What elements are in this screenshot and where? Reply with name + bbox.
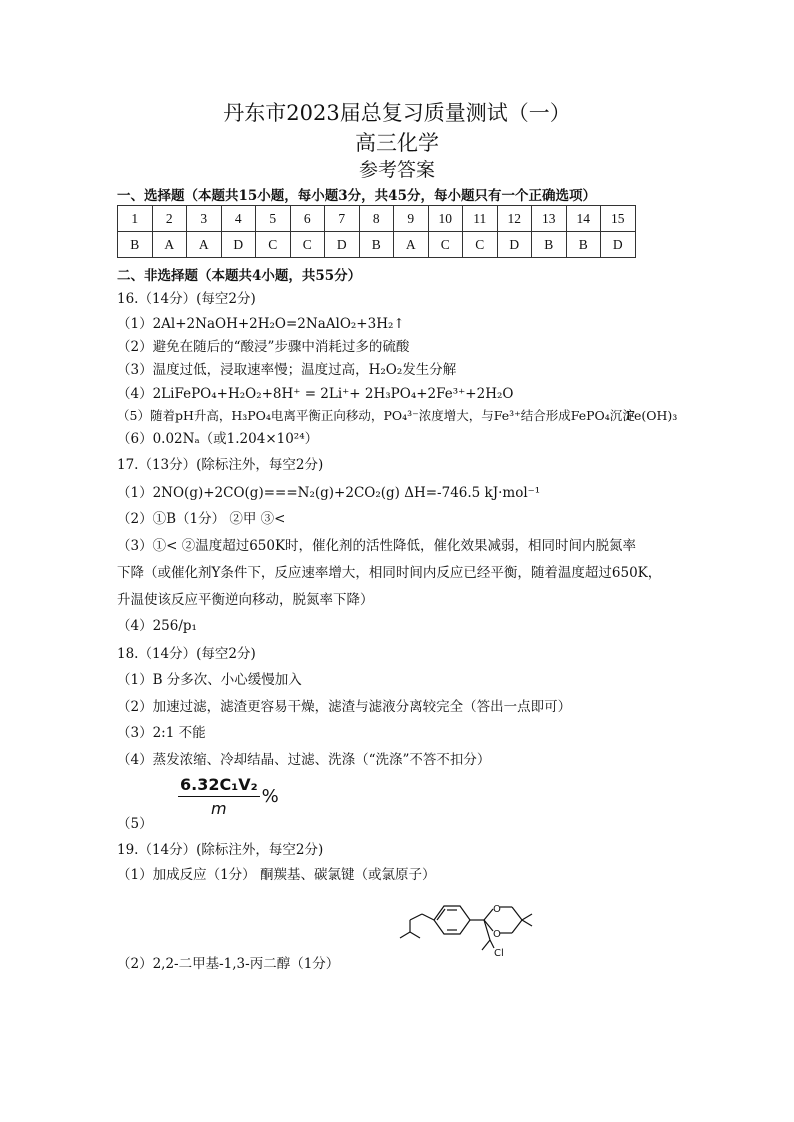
q16-answer-1: （1）2Al+2NaOH+2H₂O=2NaAlO₂+3H₂↑ [117, 316, 405, 332]
answer-cell: A [152, 232, 187, 258]
answer-cell: B [359, 232, 394, 258]
q18-answer-5: （5） [117, 816, 153, 832]
question-number-cell: 11 [463, 206, 498, 232]
answer-cell: B [118, 232, 153, 258]
question-number-row [118, 206, 636, 232]
answer-cell: D [497, 232, 532, 258]
answer-cell: D [221, 232, 256, 258]
question-number-cell: 1 [118, 206, 153, 232]
question-number-cell: 14 [566, 206, 601, 232]
q19-answer-1: （1）加成反应（1分） 酮羰基、碳氯键（或氯原子） [117, 867, 436, 883]
q18-header: 18.（14分）(每空2分) [117, 646, 256, 662]
oxygen-label-1: O [493, 904, 501, 915]
q16-answer-4: （4）2LiFePO₄+H₂O₂+8H⁺ = 2Li⁺+ 2H₃PO₄+2Fe³⁺+2H₂O [117, 386, 514, 402]
q16-answer-5b: Fe(OH)₃ [626, 408, 678, 423]
answer-cell: C [428, 232, 463, 258]
question-number-cell: 3 [187, 206, 222, 232]
fraction [178, 775, 260, 818]
q17-answer-3-line3: 升温使该反应平衡逆向移动，脱氮率下降） [117, 592, 374, 608]
answer-cell: D [601, 232, 636, 258]
q17-answer-2: （2）①B（1分） ②甲 ③< [117, 511, 286, 527]
section-2-heading: 二、非选择题（本题共4小题，共55分） [117, 268, 362, 284]
fraction-denominator: m [211, 799, 227, 818]
q18-answer-1: （1）B 分多次、小心缓慢加入 [117, 672, 302, 688]
subject-title: 高三化学 [355, 131, 439, 155]
answer-cell: B [532, 232, 567, 258]
question-number-cell: 10 [428, 206, 463, 232]
q18-answer-2: （2）加速过滤，滤渣更容易干燥，滤渣与滤液分离较完全（答出一点即可） [117, 699, 572, 715]
oxygen-label-2: O [493, 929, 501, 940]
q19-header: 19.（14分）(除标注外，每空2分) [117, 842, 324, 858]
answer-table [117, 205, 636, 258]
question-number-cell: 7 [325, 206, 360, 232]
fraction-numerator: 6.32C₁V₂ [178, 775, 260, 797]
answer-cell: C [290, 232, 325, 258]
q16-answer-5: （5）随着pH升高，H₃PO₄电离平衡正向移动，PO₄³⁻浓度增大，与Fe³⁺结合形成FePO₄沉淀 [117, 408, 635, 423]
question-number-cell: 9 [394, 206, 429, 232]
q17-answer-3-line1: （3）①< ②温度超过650K时，催化剂的活性降低，催化效果减弱，相同时间内脱氮率 [117, 538, 637, 554]
q19-answer-2: （2）2,2-二甲基-1,3-丙二醇（1分） [117, 956, 340, 972]
answer-cell: C [463, 232, 498, 258]
answer-cell: A [187, 232, 222, 258]
section-1-heading: 一、选择题（本题共15小题，每小题3分，共45分，每小题只有一个正确选项） [117, 188, 596, 204]
answer-cell: D [325, 232, 360, 258]
q17-answer-4: （4）256/p₁ [117, 618, 197, 634]
question-number-cell: 2 [152, 206, 187, 232]
q16-answer-2: （2）避免在随后的“酸浸”步骤中消耗过多的硫酸 [117, 339, 410, 355]
structure-formula [390, 890, 550, 960]
answer-row [118, 232, 636, 258]
q16-header: 16.（14分）(每空2分) [117, 291, 256, 307]
question-number-cell: 6 [290, 206, 325, 232]
q18-answer-4: （4）蒸发浓缩、冷却结晶、过滤、洗涤（“洗涤”不答不扣分） [117, 752, 491, 768]
question-number-cell: 15 [601, 206, 636, 232]
answer-key-subtitle: 参考答案 [358, 159, 435, 181]
page-title: 丹东市2023届总复习质量测试（一） [223, 101, 571, 125]
q17-answer-3-line2: 下降（或催化剂Y条件下，反应速率增大，相同时间内反应已经平衡，随着温度超过650K， [117, 565, 662, 581]
percent-sign: % [261, 786, 279, 807]
question-number-cell: 5 [256, 206, 291, 232]
q18-answer-3: （3）2:1 不能 [117, 725, 206, 741]
q17-answer-1: （1）2NO(g)+2CO(g)===N₂(g)+2CO₂(g) ΔH=-746.5 kJ·mol⁻¹ [117, 485, 541, 501]
question-number-cell: 13 [532, 206, 567, 232]
answer-cell: C [256, 232, 291, 258]
question-number-cell: 12 [497, 206, 532, 232]
chlorine-label: Cl [494, 948, 504, 959]
q17-header: 17.（13分）(除标注外，每空2分) [117, 457, 324, 473]
q16-answer-6: （6）0.02Nₐ（或1.204×10²⁴） [117, 431, 319, 447]
answer-cell: B [566, 232, 601, 258]
question-number-cell: 4 [221, 206, 256, 232]
answer-cell: A [394, 232, 429, 258]
q18-formula [178, 775, 279, 818]
q16-answer-3: （3）温度过低，浸取速率慢；温度过高，H₂O₂发生分解 [117, 362, 457, 378]
question-number-cell: 8 [359, 206, 394, 232]
